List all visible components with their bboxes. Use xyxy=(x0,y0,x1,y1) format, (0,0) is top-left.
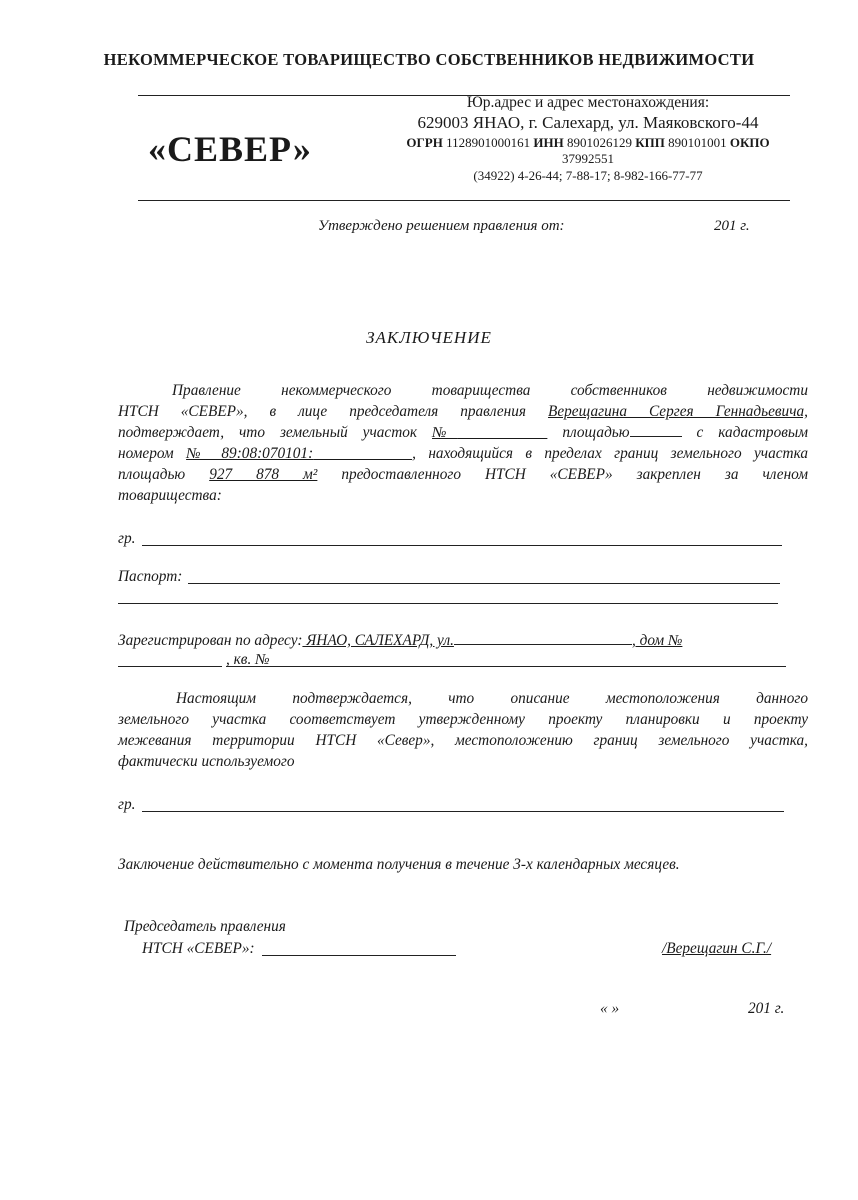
paragraph-statement xyxy=(118,380,808,506)
para1-line5: площадью 927 878 м² предоставленного НТСН «СЕВЕР» закреплен за членом xyxy=(118,466,809,483)
signatory-name: /Верещагин С.Г./ xyxy=(662,940,772,957)
cadastral-number: № 89:08:070101: xyxy=(186,445,314,462)
registration-ids xyxy=(358,135,818,151)
street-field-continued[interactable] xyxy=(118,666,222,667)
apartment-field[interactable] xyxy=(226,666,786,667)
para1-line2: НТСН «СЕВЕР», в лице председателя правления Верещагина Сергея Геннадьевича, xyxy=(118,403,808,420)
chairman-name: Верещагина Сергея Геннадьевича, xyxy=(548,403,808,420)
date-year: 201 г. xyxy=(748,1000,785,1017)
validity-note: Заключение действительно с момента получения в течение 3-х календарных месяцев. xyxy=(118,856,680,873)
passport-field[interactable] xyxy=(188,583,780,584)
citizen-field-2[interactable] xyxy=(142,811,784,812)
para1-line3: подтверждает, что земельный участок № площадью с кадастровым xyxy=(118,424,808,441)
house-number-label: , дом № xyxy=(631,632,683,649)
signatory-role: Председатель правления xyxy=(124,918,286,935)
citizen-label-2: гр. xyxy=(118,796,136,813)
para2-line1: Настоящим подтверждается, что описание местоположения данного xyxy=(176,690,808,707)
passport-label: Паспорт: xyxy=(118,568,183,585)
phone-numbers: (34922) 4-26-44; 7-88-17; 8-982-166-77-77 xyxy=(473,168,703,183)
plot-number: № xyxy=(432,424,458,441)
para1-line4: номером № 89:08:070101: , находящийся в пределах границ земельного участка xyxy=(118,445,809,462)
ogrn-label: ОГРН xyxy=(406,135,443,150)
apartment-label: , кв. № xyxy=(226,651,270,668)
address-text: 629003 ЯНАО, г. Салехард, ул. Маяковского-44 xyxy=(417,113,759,132)
approval-text: Утверждено решением правления от: xyxy=(318,218,565,234)
registration-label: Зарегистрирован по адресу: xyxy=(118,632,303,649)
date-day-month: « » xyxy=(600,1000,620,1017)
ogrn-value: 1128901000161 xyxy=(446,135,531,150)
paragraph-confirmation xyxy=(118,688,808,772)
plot-area: 927 878 м² xyxy=(209,466,318,483)
okpo-value: 37992551 xyxy=(562,151,614,166)
organization-title: НЕКОММЕРЧЕСКОЕ ТОВАРИЩЕСТВО СОБСТВЕННИКОВ НЕДВИЖИМОСТИ xyxy=(103,50,755,69)
okpo-label: ОКПО xyxy=(729,135,770,150)
inn-value: 8901026129 xyxy=(566,135,632,150)
inn-label: ИНН xyxy=(533,135,564,150)
citizen-field[interactable] xyxy=(142,545,782,546)
header-bottom-rule xyxy=(138,200,790,201)
kpp-value: 890101001 xyxy=(668,135,727,150)
organization-logo: «СЕВЕР» xyxy=(148,129,312,169)
para2-line3: межевания территории НТСН «Север», местоположению границ земельного участка, xyxy=(118,732,808,749)
registration-address: ЯНАО, САЛЕХАРД, ул. xyxy=(302,632,454,649)
approval-year: 201 г. xyxy=(714,218,750,234)
para2-line2: земельного участка соответствует утвержденному проекту планировки и проекту xyxy=(118,711,808,728)
address-label: Юр.адрес и адрес местонахождения: xyxy=(466,94,710,111)
registration-line xyxy=(118,630,682,650)
para1-line1: Правление некоммерческого товарищества собственников недвижимости xyxy=(172,382,808,399)
signature-field[interactable] xyxy=(262,955,456,956)
document-title: ЗАКЛЮЧЕНИЕ xyxy=(366,328,492,347)
para2-line4: фактически используемого xyxy=(118,753,295,770)
citizen-label: гр. xyxy=(118,530,136,547)
signatory-org: НТСН «СЕВЕР»: xyxy=(142,940,255,957)
passport-field-continued[interactable] xyxy=(118,603,778,604)
kpp-label: КПП xyxy=(635,135,665,150)
para1-line6: товарищества: xyxy=(118,487,222,504)
